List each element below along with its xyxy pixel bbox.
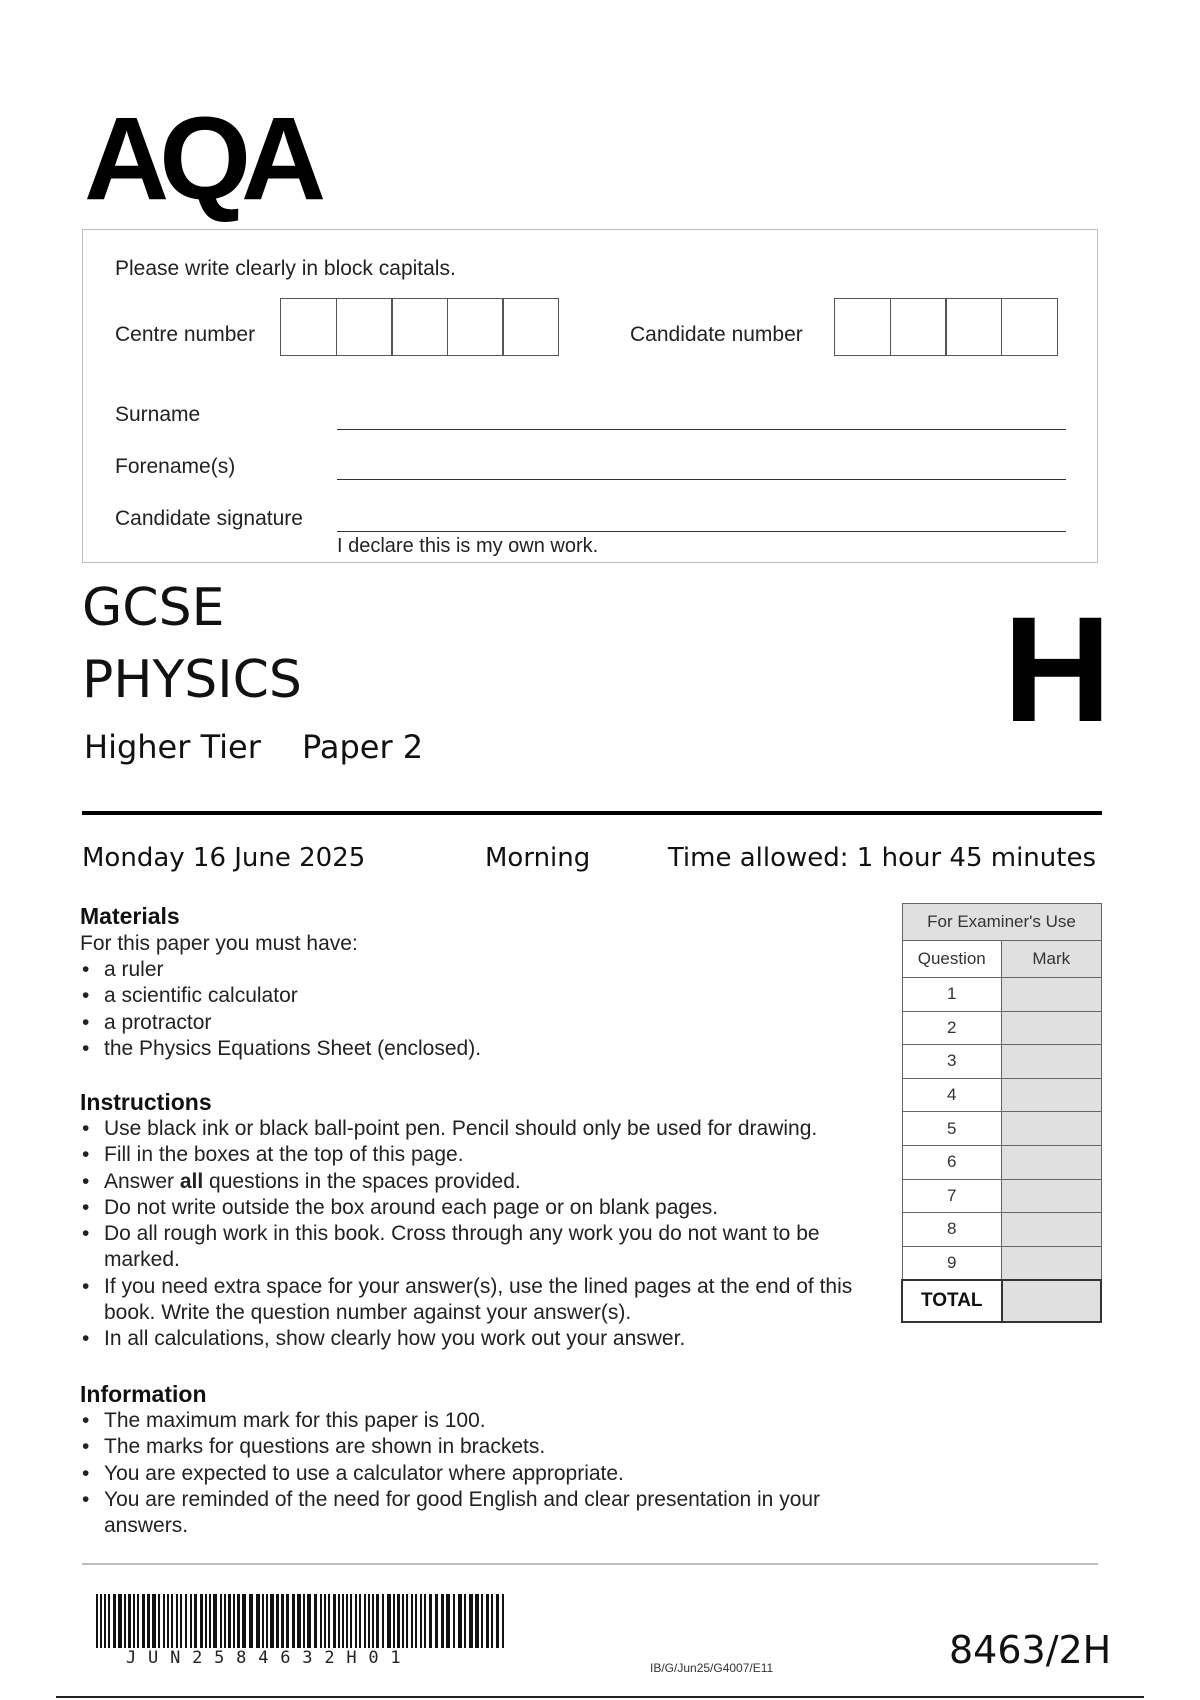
list-item: • Do all rough work in this book. Cross through any work you do not want to be marked.: [80, 1221, 854, 1274]
information-list: [80, 1408, 840, 1539]
list-item: • Do not write outside the box around each page or on blank pages.: [80, 1195, 880, 1221]
table-row: [902, 978, 1101, 1012]
forename-field[interactable]: [337, 479, 1066, 480]
question-number: 5: [902, 1112, 1002, 1146]
examiner-table-title: For Examiner's Use: [902, 904, 1101, 941]
aqa-logo: AQA: [84, 93, 317, 225]
table-row: [902, 1179, 1101, 1213]
answer-all-post: questions in the spaces provided.: [203, 1169, 521, 1193]
question-number: 3: [902, 1045, 1002, 1079]
total-row: [902, 1280, 1101, 1322]
candidate-digit-box[interactable]: [1001, 298, 1058, 356]
question-column-header: Question: [902, 941, 1002, 978]
title-divider: [82, 811, 1102, 815]
list-item: • In all calculations, show clearly how you work out your answer.: [80, 1326, 880, 1352]
list-item: • Use black ink or black ball-point pen. Pencil should only be used for drawing.: [80, 1116, 880, 1142]
table-row: [902, 1011, 1101, 1045]
information-heading: Information: [80, 1381, 207, 1407]
centre-number-label: Centre number: [115, 323, 256, 346]
list-item: • the Physics Equations Sheet (enclosed).: [80, 1036, 860, 1062]
list-item: [80, 1169, 880, 1195]
question-number: 8: [902, 1213, 1002, 1247]
signature-field[interactable]: [337, 531, 1066, 532]
list-item: • Fill in the boxes at the top of this page.: [80, 1142, 880, 1168]
mark-cell: [1002, 1011, 1102, 1045]
table-row: [902, 1078, 1101, 1112]
list-item: • If you need extra space for your answer(s), use the lined pages at the end of this book. Write the question number against your answer(s).: [80, 1274, 874, 1327]
question-number: 6: [902, 1145, 1002, 1179]
exam-session: Morning: [485, 843, 591, 873]
question-number: 9: [902, 1246, 1002, 1280]
barcode-image: [96, 1594, 510, 1648]
centre-digit-box[interactable]: [336, 298, 393, 356]
document-reference: IB/G/Jun25/G4007/E11: [650, 1661, 774, 1675]
question-number: 4: [902, 1078, 1002, 1112]
centre-number-boxes[interactable]: [280, 298, 559, 356]
instructions-heading: Instructions: [80, 1089, 212, 1115]
mark-cell: [1002, 1145, 1102, 1179]
centre-digit-box[interactable]: [502, 298, 559, 356]
mark-cell: [1002, 978, 1102, 1012]
mark-column-header: Mark: [1002, 941, 1102, 978]
time-allowed: Time allowed: 1 hour 45 minutes: [667, 843, 1096, 873]
table-row: [902, 1213, 1101, 1247]
block-capitals-instruction: Please write clearly in block capitals.: [115, 257, 456, 280]
table-row: [902, 1145, 1101, 1179]
candidate-digit-box[interactable]: [945, 298, 1002, 356]
list-item: • The maximum mark for this paper is 100.: [80, 1408, 840, 1434]
list-item: • a scientific calculator: [80, 983, 860, 1009]
subject-title: PHYSICS: [82, 650, 302, 710]
paper-label: Paper 2: [302, 728, 424, 766]
forename-label: Forename(s): [115, 455, 236, 478]
candidate-number-label: Candidate number: [630, 323, 803, 346]
mark-cell: [1002, 1112, 1102, 1146]
list-item: • You are reminded of the need for good English and clear presentation in your answers.: [80, 1487, 839, 1540]
materials-intro: For this paper you must have:: [80, 932, 358, 955]
qualification-title: GCSE: [82, 578, 225, 638]
barcode-text: JUN2584632H01: [126, 1648, 413, 1668]
centre-digit-box[interactable]: [447, 298, 504, 356]
surname-label: Surname: [115, 403, 201, 426]
paper-code: 8463/2H: [949, 1628, 1112, 1672]
centre-digit-box[interactable]: [280, 298, 337, 356]
examiner-use-table: [901, 903, 1102, 1323]
page-bottom-rule: [56, 1696, 1144, 1698]
answer-all-pre: Answer: [104, 1169, 180, 1193]
candidate-digit-box[interactable]: [834, 298, 891, 356]
tier-letter: H: [1003, 585, 1112, 753]
mark-cell: [1002, 1246, 1102, 1280]
tier-label: Higher Tier: [84, 728, 261, 766]
table-row: [902, 1045, 1101, 1079]
question-number: 1: [902, 978, 1002, 1012]
materials-heading: Materials: [80, 903, 180, 929]
signature-label: Candidate signature: [115, 507, 303, 530]
mark-cell: [1002, 1045, 1102, 1079]
surname-field[interactable]: [337, 429, 1066, 430]
table-row: [902, 1112, 1101, 1146]
instructions-list: [80, 1116, 880, 1353]
table-row: [902, 1246, 1101, 1280]
candidate-number-boxes[interactable]: [834, 298, 1058, 356]
candidate-digit-box[interactable]: [890, 298, 947, 356]
question-number: 2: [902, 1011, 1002, 1045]
list-item: • a ruler: [80, 957, 860, 983]
list-item: • You are expected to use a calculator where appropriate.: [80, 1461, 840, 1487]
answer-all-bold: all: [179, 1169, 204, 1193]
footer-divider: [82, 1563, 1098, 1565]
mark-cell: [1002, 1179, 1102, 1213]
total-mark-cell: [1002, 1280, 1102, 1322]
mark-cell: [1002, 1213, 1102, 1247]
list-item: • The marks for questions are shown in brackets.: [80, 1434, 840, 1460]
total-label: TOTAL: [902, 1280, 1002, 1322]
exam-date: Monday 16 June 2025: [82, 843, 366, 873]
centre-digit-box[interactable]: [391, 298, 448, 356]
question-number: 7: [902, 1179, 1002, 1213]
mark-cell: [1002, 1078, 1102, 1112]
list-item: • a protractor: [80, 1010, 860, 1036]
materials-list: [80, 957, 860, 1062]
declaration-text: I declare this is my own work.: [337, 535, 599, 557]
